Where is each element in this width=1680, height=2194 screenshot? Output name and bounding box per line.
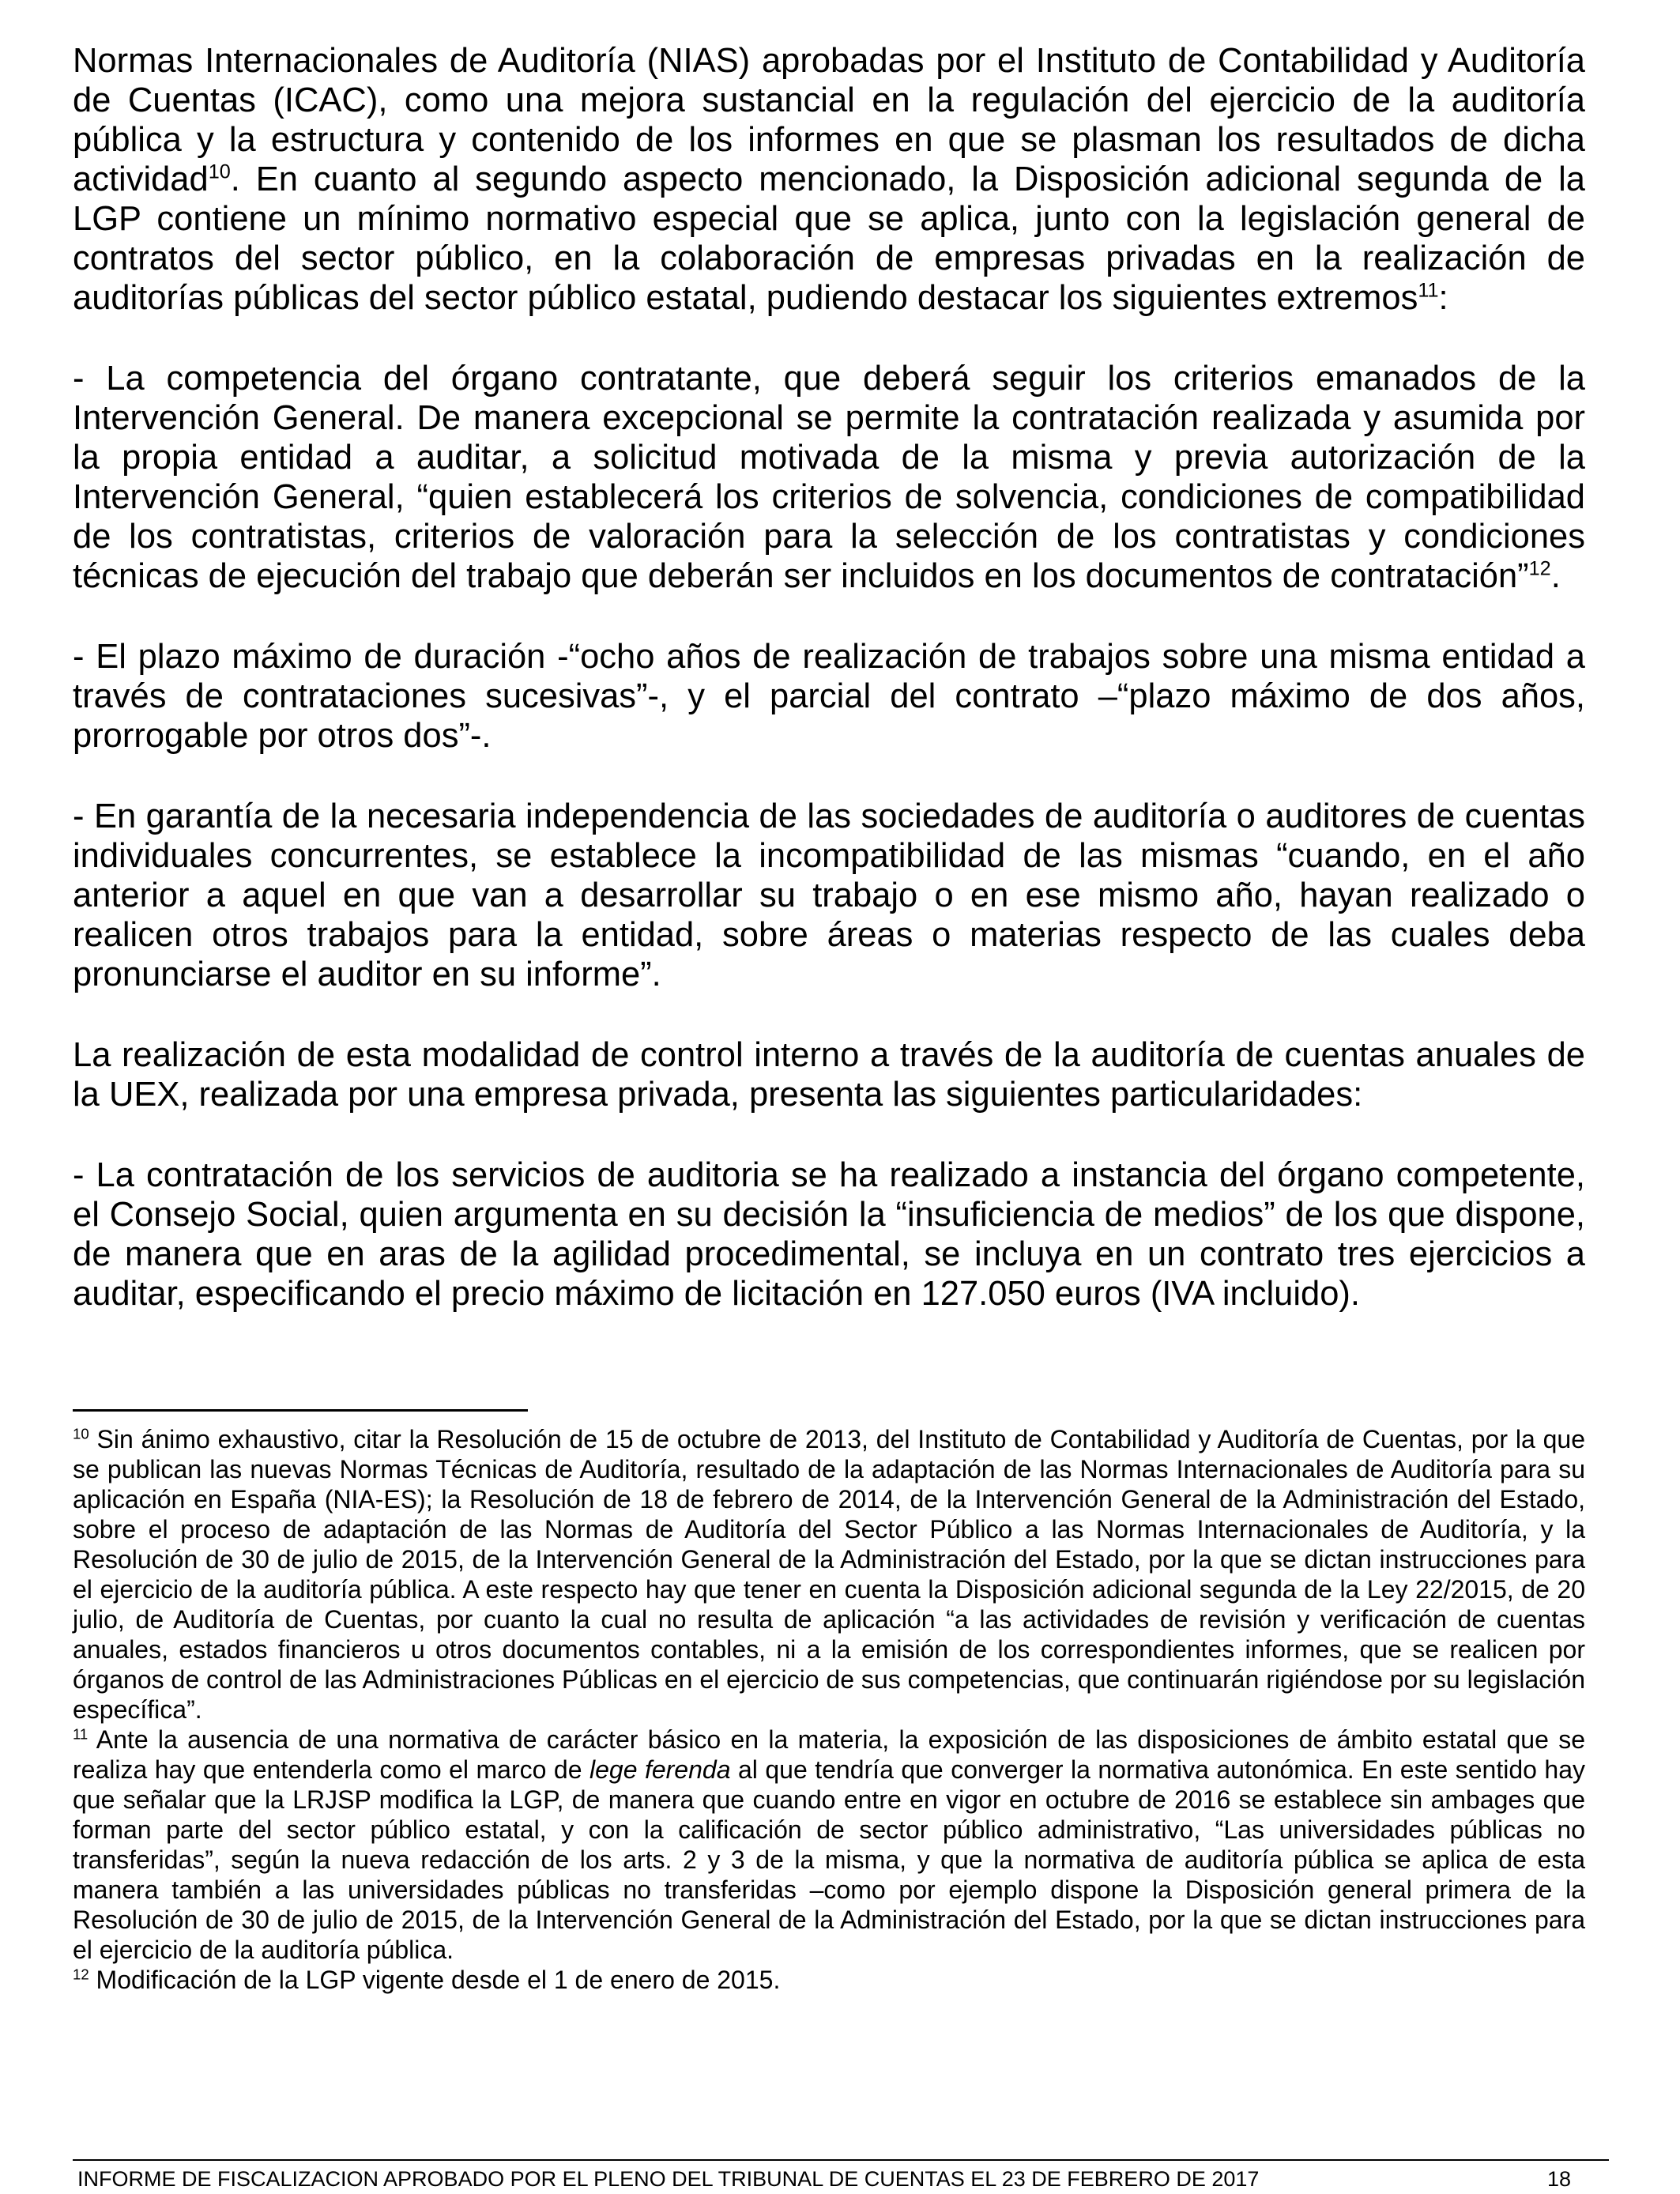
page-number: 18 bbox=[1546, 2167, 1571, 2191]
footnote-12-text: Modificación de la LGP vigente desde el 1 de enero de 2015. bbox=[89, 1966, 781, 1994]
footnote-ref-11[interactable]: 11 bbox=[1418, 279, 1439, 302]
footnote-12 bbox=[73, 1965, 1585, 1995]
footnote-ref-10[interactable]: 10 bbox=[208, 160, 231, 183]
paragraph-1 bbox=[73, 41, 1585, 318]
footnote-separator bbox=[73, 1409, 528, 1412]
footnote-11-text-after: al que tendría que converger la normativa autonómica. En este sentido hay que señalar que la LRJSP modifica la LGP, de manera que cuando entre en vigor en octubre de 2016 se establece sin ambages que forman parte del sector público estatal, y con la calificación de sector público administrativo, “Las universidades públicas no transferidas”, según la nueva redacción de los arts. 2 y 3 de la misma, y que la normativa de auditoría pública se aplica de esta manera también a las universidades públicas no transferidas –como por ejemplo dispone la Disposición general primera de la Resolución de 30 de julio de 2015, de la Intervención General de la Administración del Estado, por la que se dictan instrucciones para el ejercicio de la auditoría pública. bbox=[73, 1755, 1586, 1964]
footnotes bbox=[73, 1424, 1585, 1995]
footnote-ref-12[interactable]: 12 bbox=[1528, 557, 1551, 580]
footer-separator bbox=[73, 2159, 1609, 2161]
paragraph-4: - En garantía de la necesaria independencia de las sociedades de auditoría o auditores de cuentas individuales concurrentes, se establece la incompatibilidad de las mismas “cuando, en el año anterior a aquel en que van a desarrollar su trabajo o en ese mismo año, hayan realizado o realicen otros trabajos para la entidad, sobre áreas o materias respecto de las cuales deba pronunciarse el auditor en su informe”. bbox=[73, 797, 1585, 993]
body-text bbox=[73, 41, 1585, 1355]
footnote-11 bbox=[73, 1725, 1585, 1965]
paragraph-5: La realización de esta modalidad de control interno a través de la auditoría de cuentas anuales de la UEX, realizada por una empresa privada, presenta las siguientes particularidades: bbox=[73, 1036, 1585, 1114]
footnote-12-number: 12 bbox=[73, 1966, 89, 1983]
footnote-10-text: Sin ánimo exhaustivo, citar la Resolución de 15 de octubre de 2013, del Instituto de Contabilidad y Auditoría de Cuentas, por la que se publican las nuevas Normas Técnicas de Auditoría, resultado de la adaptación de las Normas Internacionales de Auditoría para su aplicación en España (NIA-ES); la Resolución de 18 de febrero de 2014, de la Intervención General de la Administración del Estado, sobre el proceso de adaptación de las Normas de Auditoría del Sector Público a las Normas Internacionales de Auditoría, y la Resolución de 30 de julio de 2015, de la Intervención General de la Administración del Estado, por la que se dictan instrucciones para el ejercicio de la auditoría pública. A este respecto hay que tener en cuenta la Disposición adicional segunda de la Ley 22/2015, de 20 julio, de Auditoría de Cuentas, por cuanto la cual no resulta de aplicación “a las actividades de revisión y verificación de cuentas anuales, estados financieros u otros documentos contables, ni a la emisión de los correspondientes informes, que se realicen por órganos de control de las Administraciones Públicas en el ejercicio de sus competencias, que continuarán rigiéndose por su legislación específica”. bbox=[73, 1425, 1585, 1724]
footnote-11-text-before: Ante la ausencia de una normativa de carácter básico en la materia, la exposición de las disposiciones de ámbito estatal que se realiza hay que entenderla como el marco de bbox=[73, 1725, 1585, 1784]
paragraph-1-part-3: : bbox=[1438, 279, 1448, 317]
paragraph-6: - La contratación de los servicios de auditoria se ha realizado a instancia del órgano competente, el Consejo Social, quien argumenta en su decisión la “insuficiencia de medios” de los que dispone, de manera que en aras de la agilidad procedimental, se incluya en un contrato tres ejercicios a auditar, especificando el precio máximo de licitación en 127.050 euros (IVA incluido). bbox=[73, 1156, 1585, 1313]
page-footer: INFORME DE FISCALIZACION APROBADO POR EL PLENO DEL TRIBUNAL DE CUENTAS EL 23 DE FEBRERO DE 2017 bbox=[77, 2167, 1260, 2191]
paragraph-2-text: - La competencia del órgano contratante, que deberá seguir los criterios emanados de la Intervención General. De manera excepcional se permite la contratación realizada y asumida por la propia entidad a auditar, a solicitud motivada de la misma y previa autorización de la Intervención General, “quien establecerá los criterios de solvencia, condiciones de compatibilidad de los contratistas, criterios de valoración para la selección de los contratistas y condiciones técnicas de ejecución del trabajo que deberán ser incluidos en los documentos de contratación” bbox=[73, 360, 1585, 595]
paragraph-1-part-2: . En cuanto al segundo aspecto mencionado, la Disposición adicional segunda de la LGP contiene un mínimo normativo especial que se aplica, junto con la legislación general de contratos del sector público, en la colaboración de empresas privadas en la realización de auditorías públicas del sector público estatal, pudiendo destacar los siguientes extremos bbox=[73, 160, 1585, 317]
paragraph-2 bbox=[73, 359, 1585, 596]
footnote-10 bbox=[73, 1424, 1585, 1725]
paragraph-2-tail: . bbox=[1550, 557, 1561, 595]
footnote-10-number: 10 bbox=[73, 1425, 89, 1442]
footnote-11-italic: lege ferenda bbox=[589, 1755, 731, 1784]
paragraph-1-part-1: Normas Internacionales de Auditoría (NIAS) aprobadas por el Instituto de Contabilidad y Auditoría de Cuentas (ICAC), como una mejora sustancial en la regulación del ejercicio de la auditoría pública y la estructura y contenido de los informes en que se plasman los resultados de dicha actividad bbox=[73, 42, 1585, 198]
paragraph-3: - El plazo máximo de duración -“ocho años de realización de trabajos sobre una misma entidad a través de contrataciones sucesivas”-, y el parcial del contrato –“plazo máximo de dos años, prorrogable por otros dos”-. bbox=[73, 638, 1585, 755]
footnote-11-number: 11 bbox=[73, 1725, 89, 1743]
